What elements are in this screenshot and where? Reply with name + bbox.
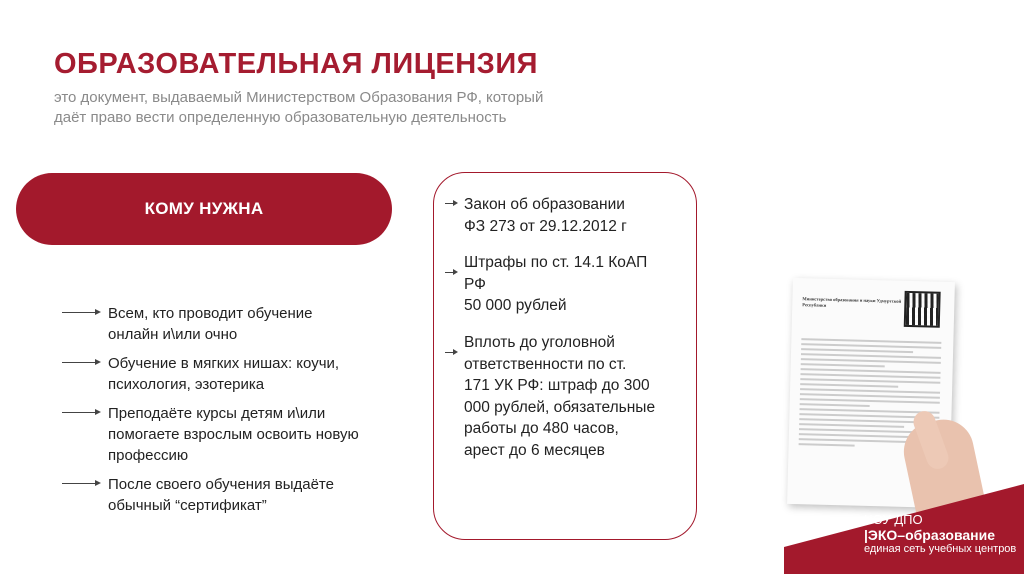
- list-item-line: онлайн и\или очно: [108, 326, 238, 343]
- list-item-line: Преподаёте курсы детям и\или: [108, 405, 326, 422]
- arrow-right-icon: [445, 272, 455, 273]
- law-item-criminal: [464, 332, 704, 461]
- list-item-text: [108, 474, 334, 516]
- list-item: [62, 353, 402, 395]
- law-line: 50 000 рублей: [464, 297, 567, 314]
- subtitle-line: даёт право вести определенную образовательную деятельность: [54, 109, 507, 126]
- company-logo: [864, 512, 1016, 556]
- law-line: Вплоть до уголовной: [464, 334, 615, 351]
- law-item-education: [464, 194, 704, 237]
- arrow-right-icon: [62, 403, 108, 423]
- list-item-line: психология, эзотерика: [108, 376, 265, 393]
- law-line: работы до 480 часов,: [464, 420, 619, 437]
- list-item-line: Всем, кто проводит обучение: [108, 305, 313, 322]
- law-line: Закон об образовании: [464, 196, 625, 213]
- list-item-line: обычный “сертификат”: [108, 497, 267, 514]
- page-subtitle: [54, 88, 694, 128]
- list-item: [62, 303, 402, 345]
- law-line: арест до 6 месяцев: [464, 441, 605, 459]
- list-item-text: [108, 303, 313, 345]
- who-needs-heading: КОМУ НУЖНА: [144, 199, 264, 218]
- law-line: РФ: [464, 275, 486, 293]
- document-heading: Министерство образования и науки Удмуртской Республики: [802, 296, 902, 308]
- law-line: 000 рублей, обязательные: [464, 398, 656, 416]
- list-item-text: [108, 353, 339, 395]
- arrow-right-icon: [62, 303, 108, 323]
- law-item-fines: [464, 252, 704, 317]
- page-title: ОБРАЗОВАТЕЛЬНАЯ ЛИЦЕНЗИЯ: [54, 48, 539, 80]
- list-item-line: помогаете взрослым освоить новую: [108, 426, 359, 443]
- arrow-right-icon: [445, 352, 455, 353]
- qr-code-icon: [904, 291, 941, 328]
- who-needs-list: [62, 303, 402, 524]
- arrow-right-icon: [445, 203, 455, 204]
- logo-line: |ЭКО–образование: [864, 527, 996, 543]
- logo-line: ЧОУ ДПО: [864, 512, 923, 527]
- law-line: ФЗ 273 от 29.12.2012 г: [464, 217, 627, 235]
- arrow-right-icon: [62, 474, 108, 494]
- list-item-line: После своего обучения выдаёте: [108, 476, 334, 493]
- law-line: ответственности по ст.: [464, 355, 627, 373]
- subtitle-line: это документ, выдаваемый Министерством Образования РФ, который: [54, 89, 544, 106]
- law-line: Штрафы по ст. 14.1 КоАП: [464, 254, 648, 271]
- who-needs-banner: [16, 173, 392, 245]
- list-item-text: [108, 403, 359, 466]
- list-item-line: профессию: [108, 447, 189, 464]
- list-item: [62, 403, 402, 466]
- law-line: 171 УК РФ: штраф до 300: [464, 377, 650, 394]
- logo-line: единая сеть учебных центров: [864, 543, 1017, 555]
- list-item-line: Обучение в мягких нишах: коучи,: [108, 355, 340, 372]
- arrow-right-icon: [62, 353, 108, 373]
- list-item: [62, 474, 402, 516]
